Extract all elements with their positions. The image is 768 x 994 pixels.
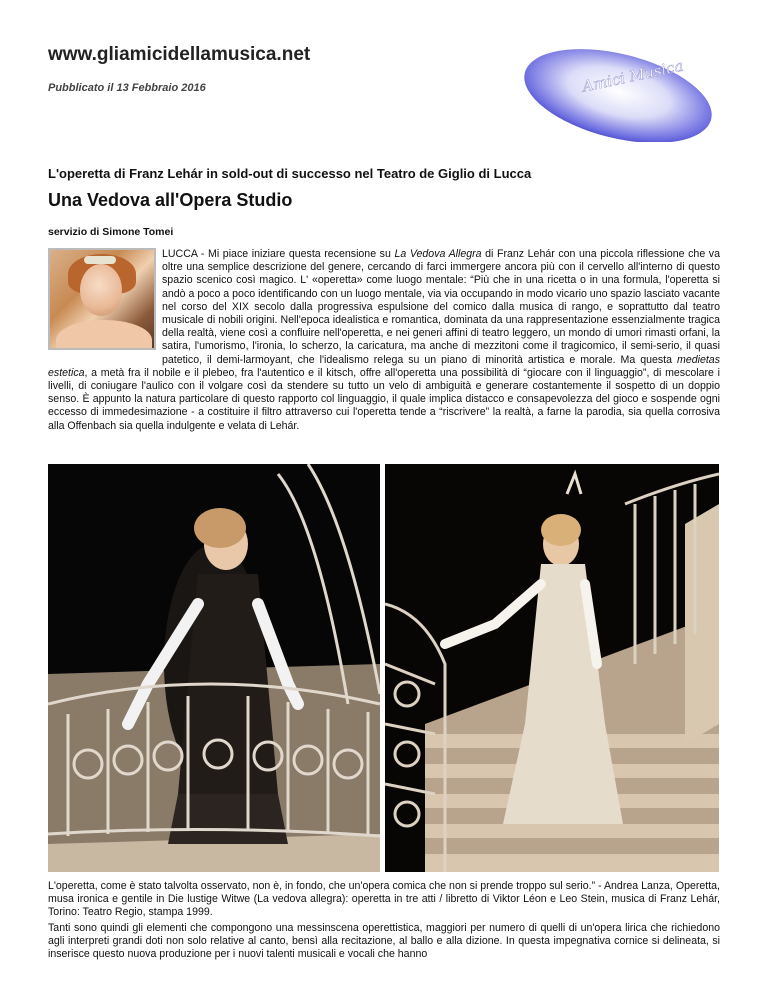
stage-photo-left xyxy=(48,464,380,872)
stage-photo-right xyxy=(385,464,719,872)
site-url[interactable]: www.gliamicidellamusica.net xyxy=(48,44,311,65)
paragraph-1-b: di Franz Lehár con una piccola riflessione che va oltre una semplice descrizione del genere, cercando di farci immergere ancora più con il cervello all'interno di questo spazio scenico così magico. L' «operetta» come luogo mentale: “Più che in una ricetta o in una formula, l'operetta si andò a poco a poco identificando con un luogo mentale, via via occupando in modo vicario uno spazio lasciato vacante nel corso del XIX secolo dalla progressiva espulsione del comico dalla musica di rango, e soprattutto dal teatro musicale di nobili origini. Nell'epoca idealistica e romantica, dominata da una rappresentazione essenzialmente tragica della realtà, viene così a confluire nell'operetta, e nei generi affini di teatro leggero, un mondo di umori rimasti orfani, la satira, l'umorismo, l'ironia, lo scherzo, la caricatura, ma anche di mezzitoni come il tragicomico, il semi-serio, il quasi patetico, il demi-larmoyant, che l'idealismo relega su un piano di minorità artistica e morale. Ma questa xyxy=(162,248,720,366)
publish-date: Pubblicato il 13 Febbraio 2016 xyxy=(48,82,206,94)
article-kicker: L'operetta di Franz Lehár in sold-out di successo nel Teatro de Giglio di Lucca xyxy=(48,166,532,181)
paragraph-1-c: , a metà fra il nobile e il plebeo, fra l'autentico e il kitsch, offre all'operetta una possibilità di “giocare con il linguaggio”, di mescolare i livelli, di coniugare l'aulico con il volgare così da stendere su tutto un velo di ambiguità e generare costantemente il sospetto di un doppio senso. È appunto la natura particolare di questo rapporto col linguaggio, il quale implica distacco e consapevolezza del gioco e sospende ogni eccesso di immedesimazione - a costituire il filtro attraverso cui l'operetta tende a “riscrivere” la realtà, a farne la parodia, sia quella corrosiva alla Offenbach sia quella indulgente e velata di Lehár. xyxy=(48,366,720,432)
amici-musica-logo xyxy=(520,46,716,142)
article-byline: servizio di Simone Tomei xyxy=(48,226,174,238)
article-body xyxy=(48,248,720,433)
opera-title-emphasis: La Vedova Allegra xyxy=(394,248,482,260)
photo-caption: L'operetta, come è stato talvolta osservato, non è, in fondo, che un'opera comica che non si prende troppo sul serio.” - Andrea Lanza, Operetta, musa ironica e gentile in Die lustige Witwe (La vedova allegra): operetta in tre atti / libretto di Viktor Léon e Leo Stein, musica di Franz Lehár, Torino: Teatro Regio, stampa 1999. xyxy=(48,880,720,919)
paragraph-1-a: LUCCA - Mi piace iniziare questa recensione su xyxy=(162,248,395,260)
svg-text:Amici Musica: Amici Musica xyxy=(580,56,685,96)
article-title: Una Vedova all'Opera Studio xyxy=(48,190,293,210)
medietas-emphasis: medietas estetica xyxy=(48,353,720,379)
paragraph-2: Tanti sono quindi gli elementi che compongono una messinscena operettistica, maggiori per numero di quelli di un'opera lirica che richiedono agli interpreti grandi doti non solo relative al canto, bensì alla recitazione, al ballo e alla dizione. In questa impegnativa cornice si delineata, si inserisce questo nuova produzione per i nuovi talenti musicali e vocali che hanno xyxy=(48,922,720,961)
singer-portrait-image xyxy=(48,248,156,350)
